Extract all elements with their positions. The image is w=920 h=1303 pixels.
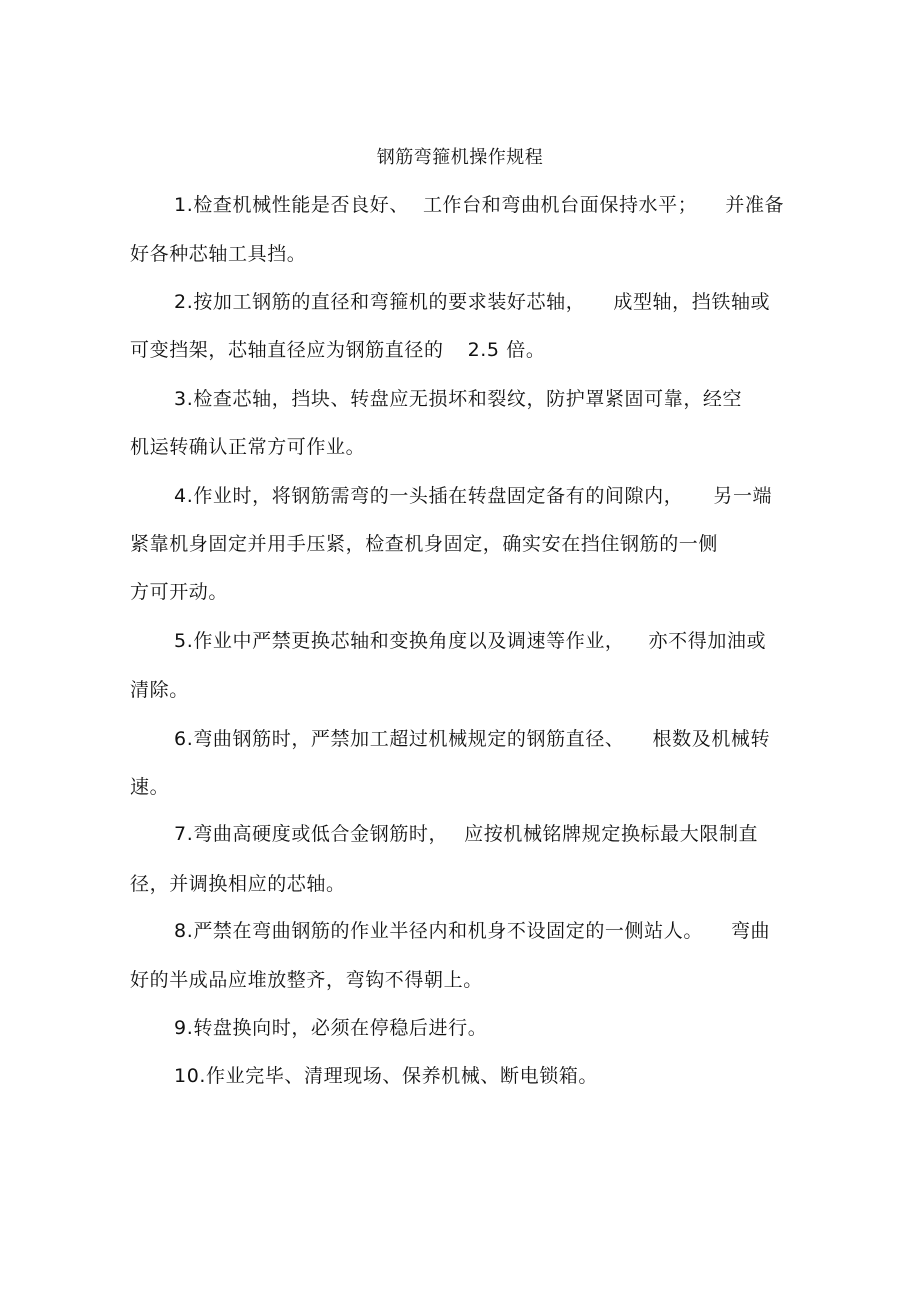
item-8-text-a: 8.严禁在弯曲钢筋的作业半径内和机身不设固定的一侧站人。 [174, 920, 703, 942]
item-2-text-d: 2.5 倍。 [467, 339, 546, 361]
item-4-line-3: 方可开动。 [130, 581, 229, 603]
item-8-line-2: 好的半成品应堆放整齐，弯钩不得朝上。 [130, 969, 483, 991]
item-4-line-2: 紧靠机身固定并用手压紧，检查机身固定，确实安在挡住钢筋的一侧 [130, 533, 719, 555]
item-4-text-b: 另一端 [713, 485, 773, 507]
item-1-text-b: 工作台和弯曲机台面保持水平； [422, 194, 698, 216]
item-7-line-1 [174, 820, 758, 848]
item-1-line-2: 好各种芯轴工具挡。 [130, 243, 307, 265]
item-3-line-1: 3.检查芯轴，挡块、转盘应无损坏和裂纹，防护罩紧固可靠，经空 [174, 388, 743, 410]
item-8-line-1 [174, 917, 770, 945]
item-6-line-2: 速。 [130, 776, 170, 798]
item-3-line-2: 机运转确认正常方可作业。 [130, 436, 366, 458]
item-6-line-1 [174, 725, 770, 753]
item-5-text-a: 5.作业中严禁更换芯轴和变换角度以及调速等作业， [174, 630, 625, 652]
item-5-text-b: 亦不得加油或 [648, 630, 767, 652]
item-7-text-b: 应按机械铭牌规定换标最大限制直 [464, 823, 759, 845]
item-1-text-a: 1.检查机械性能是否良好、 [174, 194, 409, 216]
item-2-text-c: 可变挡架，芯轴直径应为钢筋直径的 [130, 339, 444, 361]
item-10-line-1: 10.作业完毕、清理现场、保养机械、断电锁箱。 [174, 1065, 599, 1087]
item-5-line-2: 清除。 [130, 679, 189, 701]
item-8-text-b: 弯曲 [730, 920, 771, 942]
item-6-text-a: 6.弯曲钢筋时，严禁加工超过机械规定的钢筋直径、 [174, 728, 625, 750]
item-2-text-b: 成型轴，挡铁轴或 [613, 291, 771, 313]
item-1-line-1 [174, 191, 784, 219]
item-1-text-c: 并准备 [725, 194, 785, 216]
item-7-text-a: 7.弯曲高硬度或低合金钢筋时， [174, 823, 449, 845]
item-2-line-1 [174, 288, 770, 316]
item-2-line-2 [130, 336, 545, 364]
item-2-text-a: 2.按加工钢筋的直径和弯箍机的要求装好芯轴， [174, 291, 586, 313]
item-7-line-2: 径，并调换相应的芯轴。 [130, 873, 346, 895]
item-6-text-b: 根数及机械转 [652, 728, 771, 750]
item-9-line-1: 9.转盘换向时，必须在停稳后进行。 [174, 1017, 488, 1039]
item-4-line-1 [174, 482, 772, 510]
item-5-line-1 [174, 627, 766, 655]
item-4-text-a: 4.作业时，将钢筋需弯的一头插在转盘固定备有的间隙内， [174, 485, 684, 507]
document-title: 钢筋弯箍机操作规程 [376, 147, 544, 168]
